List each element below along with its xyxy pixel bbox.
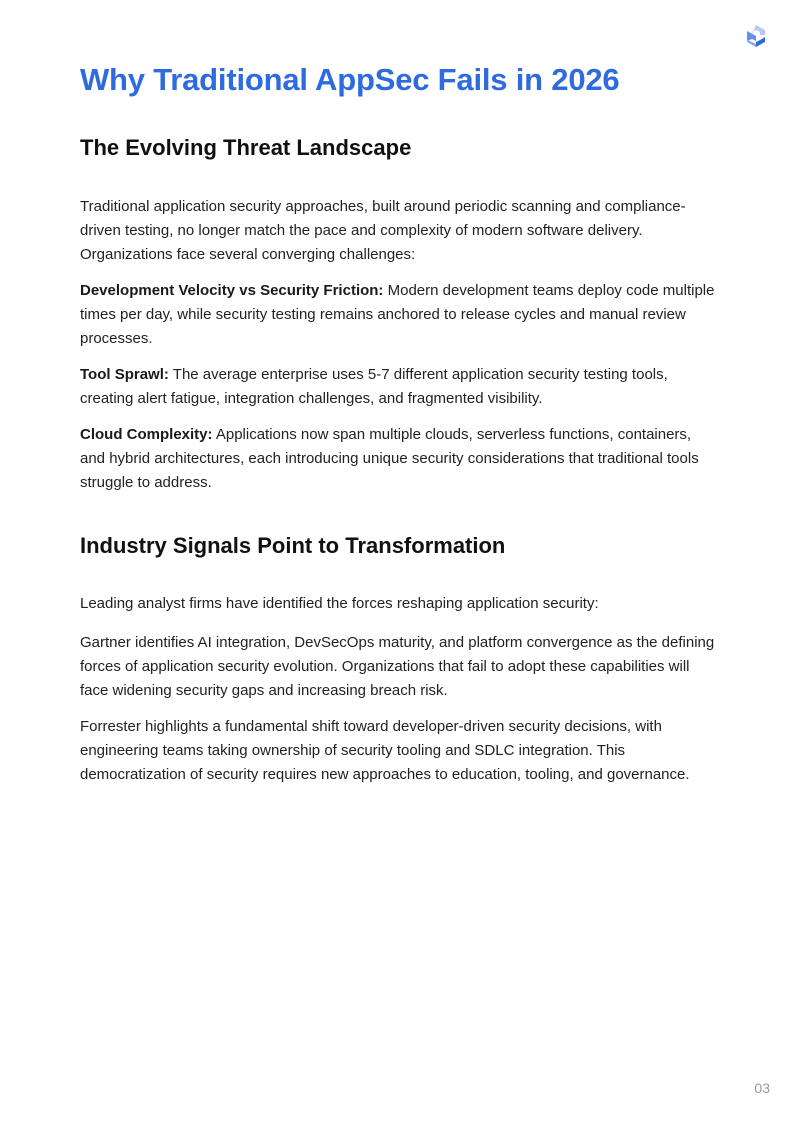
gartner-paragraph: Gartner identifies AI integration, DevSecOps maturity, and platform convergence as the defining forces of application security evolution. Organizations that fail to adopt these capabilities will face widening security gaps and increasing breach risk. (80, 634, 715, 699)
forrester-paragraph: Forrester highlights a fundamental shift toward developer-driven security decisions, with engineering teams taking ownership of security tooling and SDLC integration. This democratization of security requires new approaches to education, tooling, and governance. (80, 718, 690, 783)
challenge-term: Tool Sprawl: (80, 366, 169, 383)
challenge-text: The average enterprise uses 5-7 different application security testing tools, creating alert fatigue, integration challenges, and fragmented visibility. (80, 366, 668, 407)
section-heading-threat-landscape: The Evolving Threat Landscape (80, 135, 412, 160)
challenge-tool-sprawl (80, 363, 720, 411)
challenge-velocity (80, 279, 720, 351)
page-title: Why Traditional AppSec Fails in 2026 (80, 62, 620, 97)
brand-logo-icon (743, 23, 769, 49)
challenge-term: Cloud Complexity: (80, 426, 213, 443)
challenge-text: Applications now span multiple clouds, serverless functions, containers, and hybrid architectures, each introducing unique security considerations that traditional tools struggle to address. (80, 426, 699, 491)
intro-paragraph: Traditional application security approaches, built around periodic scanning and compliance-driven testing, no longer match the pace and complexity of modern software delivery. Organizations face several converging challenges: (80, 198, 686, 263)
challenge-text: Modern development teams deploy code multiple times per day, while security testing remains anchored to release cycles and manual review processes. (80, 282, 715, 347)
challenge-term: Development Velocity vs Security Friction: (80, 282, 384, 299)
page-number: 03 (754, 1080, 770, 1096)
section-heading-industry-signals: Industry Signals Point to Transformation (80, 533, 506, 558)
challenge-cloud-complexity (80, 423, 720, 495)
analyst-intro-paragraph: Leading analyst firms have identified the forces reshaping application security: (80, 595, 599, 612)
